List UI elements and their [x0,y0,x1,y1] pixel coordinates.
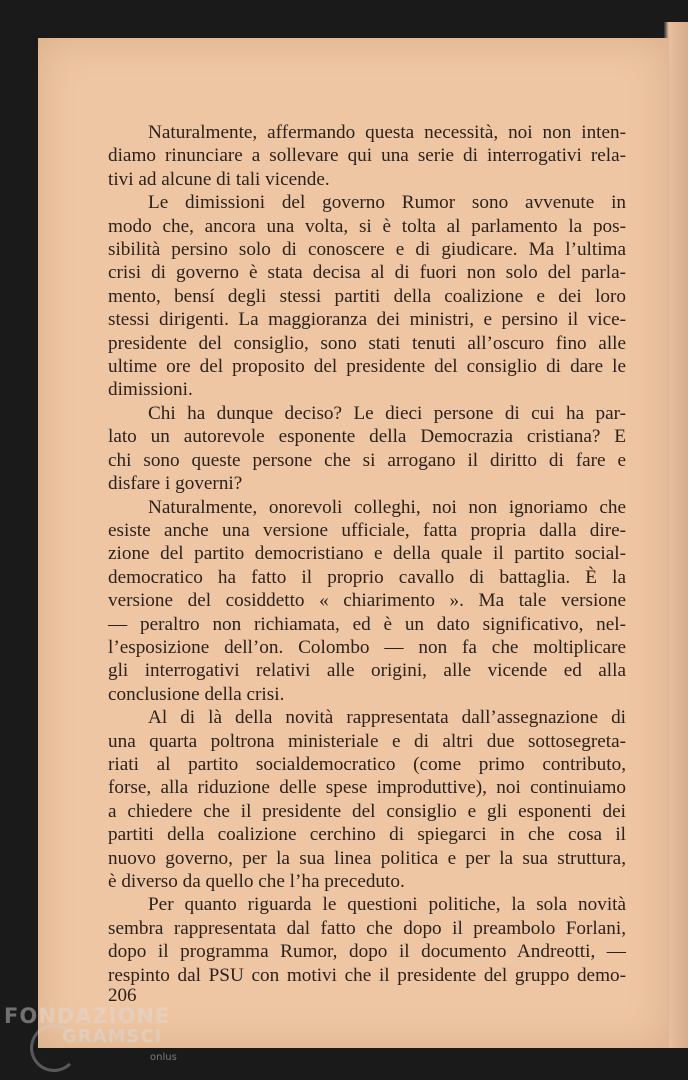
page-number: 206 [108,985,137,1006]
text-line: respinto dal PSU con motivi che il presidente del gruppo demo- [108,964,626,986]
text-line: Le dimissioni del governo Rumor sono avvenute in [148,192,626,214]
text-line: Naturalmente, onorevoli colleghi, noi non ignoriamo che [148,496,626,518]
text-line: gli interrogativi relativi alle origini, alle vicende ed alla [108,660,626,682]
fondazione-gramsci-watermark [4,1004,204,1074]
text-line: conclusione della crisi. [108,683,285,705]
text-line: stessi dirigenti. La maggioranza dei ministri, e persino il vice- [108,309,626,331]
text-line: — peraltro non richiamata, ed è un dato significativo, nel- [108,613,626,635]
text-line: diamo rinunciare a sollevare qui una serie di interrogativi rela- [108,145,626,167]
text-line: democratico ha fatto il proprio cavallo di battaglia. È la [108,566,626,588]
body-text [108,121,626,987]
text-line: dopo il programma Rumor, dopo il documento Andreotti, — [108,941,626,963]
text-line: esiste anche una versione ufficiale, fatta propria dalla dire- [108,519,626,541]
text-line: ultime ore del proposito del presidente del consiglio di dare le [108,356,626,378]
text-line: versione del cosiddetto « chiarimento ». Ma tale versione [108,590,626,612]
text-line: lato un autorevole esponente della Democrazia cristiana? E [108,426,626,448]
text-line: sembra rappresentata dal fatto che dopo il preambolo Forlani, [108,917,626,939]
text-line: modo che, ancora una volta, si è tolta al parlamento la pos- [108,215,626,237]
text-line: presidente del consiglio, sono stati tenuti all’oscuro fino alle [108,332,626,354]
text-line: dimissioni. [108,379,193,401]
text-line: forse, alla riduzione delle spese improduttive), noi continuiamo [108,777,626,799]
text-line: sibilità persino solo di conoscere e di giudicare. Ma l’ultima [108,239,626,261]
text-line: chi sono queste persone che si arrogano il diritto di fare e [108,449,626,471]
text-line: partiti della coalizione cerchino di spiegarci in che cosa il [108,824,626,846]
text-line: Per quanto riguarda le questioni politiche, la sola novità [148,894,626,916]
text-line: l’esposizione dell’on. Colombo — non fa che moltiplicare [108,636,626,658]
watermark-line-2: GRAMSCI [62,1026,163,1047]
text-line: mento, bensí degli stessi partiti della coalizione e dei loro [108,285,626,307]
text-line: zione del partito democristiano e della quale il partito social- [108,543,626,565]
text-line: riati al partito socialdemocratico (come primo contributo, [108,753,626,775]
text-line: una quarta poltrona ministeriale e di altri due sottosegreta- [108,730,626,752]
text-line: a chiedere che il presidente del consiglio e gli esponenti dei [108,800,626,822]
text-line: è diverso da quello che l’ha preceduto. [108,871,405,892]
watermark-line-1: FONDAZIONE [4,1004,171,1028]
watermark-line-3: onlus [150,1052,177,1063]
text-line: disfare i governi? [108,473,243,495]
text-line: tivi ad alcune di tali vicende. [108,168,330,190]
text-line: nuovo governo, per la sua linea politica e per la sua struttura, [108,847,626,869]
text-line: Chi ha dunque deciso? Le dieci persone di cui ha par- [148,402,626,424]
text-line: Al di là della novità rappresentata dall’assegnazione di [148,707,626,729]
text-line: crisi di governo è stata decisa al di fuori non solo del parla- [108,262,626,284]
text-line: Naturalmente, affermando questa necessità, noi non inten- [148,122,626,143]
